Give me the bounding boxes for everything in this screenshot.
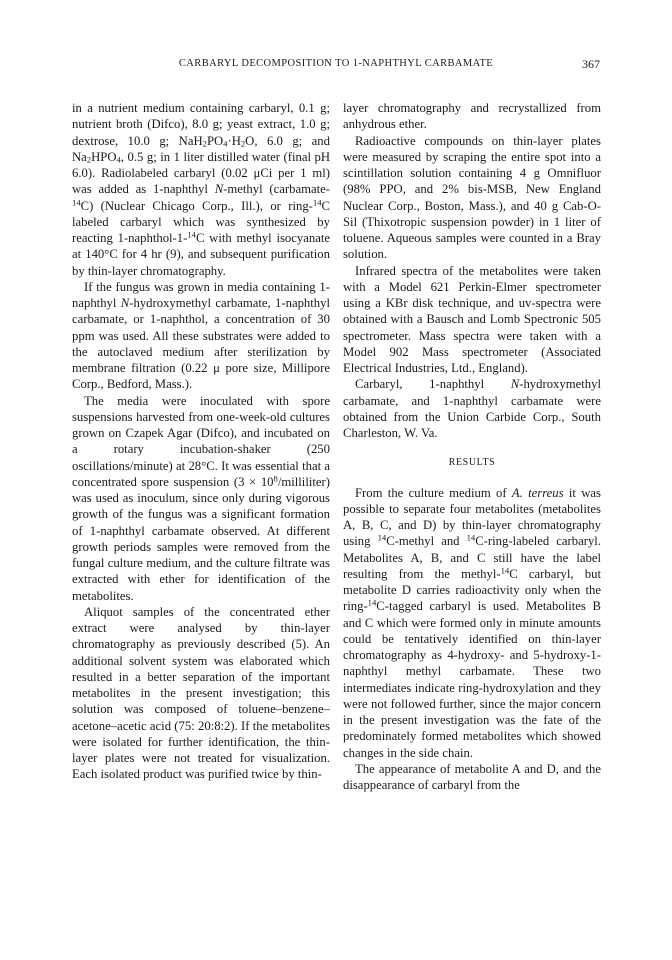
section-heading-results: RESULTS <box>448 457 496 469</box>
superscript: 14 <box>72 196 81 207</box>
running-title: CARBARYL DECOMPOSITION TO 1-NAPHTHYL CARBAMATE <box>178 58 494 69</box>
text-run: C-tagged carbaryl is used. Metabolites B and C which were formed only in minute amounts could be tentatively identified on thin-layer chromatography as 4-hydroxy- and 5-hydroxy-1-naphthyl methyl carbamate. These two intermediates indicate ring-hydroxylation and they were not followed further, since the major concern in the present investigation was the fate of the predominately formed metabolites which showed changes in the side chain. <box>343 599 601 760</box>
text-run: in a nutrient medium containing carbaryl, 0.1 g; nutrient broth (Difco), 8.0 g; yeast extract, 1.0 g; dextrose, 10.0 g; NaH <box>72 101 330 148</box>
italic-run: N <box>214 182 224 197</box>
page-number: 367 <box>582 57 600 71</box>
text-run: C-ring-labeled carbaryl. Metabolites A, B, and C still have the label resulting from the methyl- <box>343 534 601 581</box>
superscript: 14 <box>500 565 510 576</box>
text-run: C carbaryl, but metabolite D carries radioactivity only when the ring- <box>343 566 601 614</box>
text-run: ·H <box>227 133 241 148</box>
subscript: 2 <box>86 154 92 165</box>
text-run: HPO <box>91 149 117 164</box>
right-column <box>343 100 601 793</box>
text-run: From the culture medium of <box>355 485 512 500</box>
subscript: 2 <box>202 138 207 149</box>
text-run: it was possible to separate four metabolites (metabolites A, B, C, and D) by thin-layer chromatography using <box>343 485 601 549</box>
paragraph-chromatography: Aliquot samples of the concentrated ether extract were analysed by thin-layer chromatography as previously described (5). An additional solvent system was elaborated which resulted in a better separation of the important metabolites in the present investigation; this solution was composed of toluene–benzene–acetone–acetic acid (75: 20:8:2). If the metabolites were isolated for further identification, the thin-layer plates were not treated for visualization. Each isolated product was purified twice by thin- <box>72 604 330 782</box>
text-run: Carbaryl, 1-naphthyl <box>355 377 511 392</box>
text-run: C with methyl isocyanate at 140°C for 4 hr (9), and subsequent purification by thin-layer chromatography. <box>72 231 330 278</box>
paragraph-spectra: Infrared spectra of the metabolites were taken with a Model 621 Perkin-Elmer spectrometer using a KBr disk technique, and uv-spectra were obtained with a Bausch and Lomb Spectronic 505 spectrometer. Mass spectra were taken with a Model 902 Mass spectrometer (Associated Electrical Industries, Ltd., England). <box>343 263 601 375</box>
paragraph-appearance: The appearance of metabolite A and D, and the disappearance of carbaryl from the <box>343 761 601 792</box>
text-run: C-methyl and <box>386 534 467 549</box>
text-run: The media were inoculated with spore suspensions harvested from one-week-old cultures grown on Czapek Agar (Difco), and incubated on a rotary incubation-shaker (250 oscillations/minute) at 28°C. It was essential that a concentrated spore suspension (3 × 10 <box>72 393 330 489</box>
italic-run: A. terreus <box>511 485 564 500</box>
paragraph-recrystallization: layer chromatography and recrystallized from anhydrous ether. <box>343 101 601 132</box>
paragraph-inoculation <box>72 393 330 604</box>
text-run: If the fungus was grown in media containing 1-naphthyl <box>72 279 330 310</box>
superscript: 14 <box>187 229 196 240</box>
superscript: 14 <box>312 196 322 207</box>
text-run: PO <box>206 133 224 148</box>
paragraph-results-metabolites <box>343 485 601 761</box>
running-head <box>72 58 600 74</box>
paragraph-substrates <box>72 279 330 393</box>
text-run: -methyl (carbamate- <box>223 182 330 197</box>
subscript: 4 <box>223 138 228 149</box>
italic-run: N <box>510 377 520 392</box>
text-run: C labeled carbaryl which was synthesized by reacting 1-naphthol-1- <box>72 198 330 245</box>
superscript: 14 <box>466 532 476 543</box>
italic-run: N <box>120 296 130 310</box>
text-run: -hydroxymethyl carbamate, and 1-naphthyl carbamate were obtained from the Union Carbide Corp., South Charleston, W. Va. <box>343 377 601 440</box>
superscript: 14 <box>367 597 377 608</box>
text-run: C) (Nuclear Chicago Corp., Ill.), or ring- <box>80 198 313 213</box>
paragraph-radioactivity: Radioactive compounds on thin-layer plates were measured by scraping the entire spot into a scintillation solution containing 4 g Omnifluor (98% PPO, and 2% bis-MSB, New England Nuclear Corp., Boston, Mass.), and 40 g Cab-O-Sil (Thixotropic suspension powder) in 1 liter of toluene. Aqueous samples were counted in a Bray solution. <box>343 133 601 262</box>
left-column <box>72 100 330 783</box>
text-run: O, 6.0 g; and Na <box>72 133 330 164</box>
paragraph-reference-compounds <box>343 376 601 441</box>
text-run: /milliliter) was used as inoculum, since only during vigorous growth of the fungus was a significant formation of 1-naphthyl carbamate observed. At different growth periods samples were removed from the fungal culture medium, and the culture filtrate was extracted with ether for identification of the metabolites. <box>72 474 330 603</box>
superscript: 14 <box>377 532 387 543</box>
subscript: 2 <box>240 138 246 149</box>
subscript: 4 <box>116 154 121 165</box>
superscript: 8 <box>273 473 278 484</box>
text-run: -hydroxymethyl carbamate, 1-naphthyl carbamate, or 1-naphthol, a concentration of 30 ppm was used. All these substrates were added to the autoclaved medium after sterilization by membrane filtration (0.22 μ pore size, Millipore Corp., Bedford, Mass.). <box>72 296 330 392</box>
text-run: , 0.5 g; in 1 liter distilled water (final pH 6.0). Radiolabeled carbaryl (0.02 μCi per 1 ml) was added as 1-naphthyl <box>72 149 330 197</box>
paragraph-medium-composition <box>72 100 330 279</box>
